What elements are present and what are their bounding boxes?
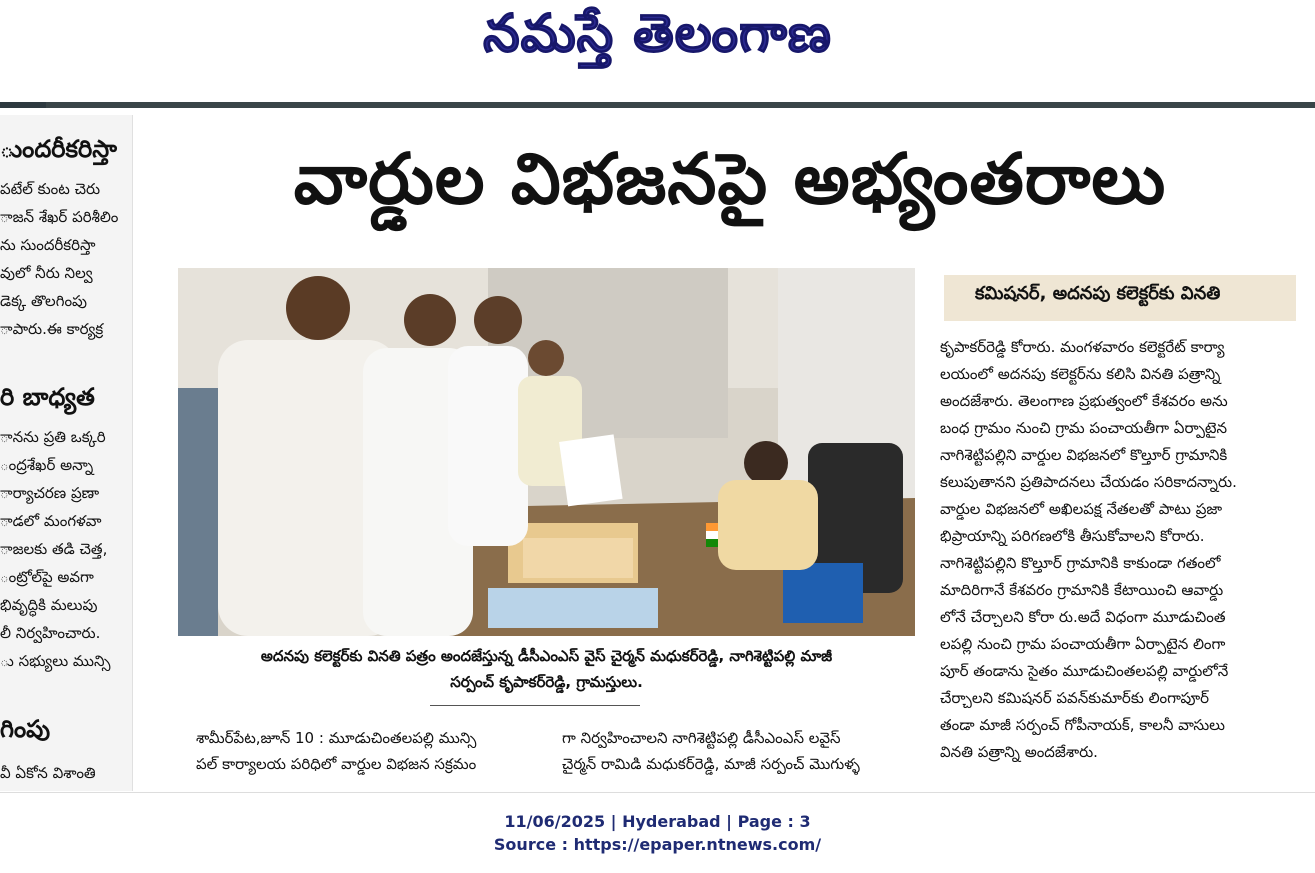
caption-divider — [430, 705, 640, 706]
left-column-line: డెక్క తొలగింపు — [0, 292, 88, 310]
left-column-line: ాడలో మంగళవా — [0, 512, 102, 530]
article-body-line: కలుపుతానని ప్రతిపాదనలు చేయడం సరికాదన్నారు. — [940, 473, 1237, 491]
left-column-line: ానను ప్రతి ఒక్కరి — [0, 428, 106, 446]
subheading: కమిషనర్, అదనపు కలెక్టర్‌కు వినతి — [975, 283, 1221, 304]
left-column-heading: గింపు — [0, 715, 51, 743]
article-body-line: పూర్ తండాను సైతం మూడుచింతలపల్లి వార్డులోనే — [940, 662, 1229, 680]
left-column-line: ంట్రోల్‌పై అవగా — [0, 568, 94, 586]
article-body-line: చైర్మన్ రామిడి మధుకర్‌రెడ్డి, మాజీ సర్పంచ్ మొగుళ్ళ — [562, 755, 860, 773]
article-body-line: లోనే చేర్చాలని కోరా రు.అదే విధంగా మూడుచింత — [940, 608, 1226, 626]
article-body-right-column — [940, 334, 1300, 766]
left-column-heading: ుందరీకరిస్తా — [0, 135, 118, 163]
article-body-line: మాదిరిగానే కేశవరం గ్రామానికి కేటాయించి ఆవార్డు — [940, 581, 1224, 599]
article-body-column-2 — [562, 725, 912, 777]
article-body-line: తండా మాజీ సర్పంచ్ గోపీనాయక్, కాలనీ వాసులు — [940, 716, 1225, 734]
left-column-line: ంద్రశేఖర్ అన్నా — [0, 456, 94, 474]
article-body-line: నాగిశెట్టిపల్లిని వార్డుల విభజనలో కొల్తూర్ గ్రామానికి — [940, 446, 1228, 464]
article-body-line: భిప్రాయాన్ని పరిగణలోకి తీసుకోవాలని కోరారు. — [940, 527, 1205, 545]
news-photo-illustration — [178, 268, 915, 636]
footer — [0, 810, 1315, 856]
left-column-heading: రి బాధ్యత — [0, 383, 95, 411]
photo-caption-line: సర్పంచ్ కృపాకర్‌రెడ్డి, గ్రామస్తులు. — [450, 673, 643, 691]
masthead-divider-accent — [46, 102, 1315, 108]
article-body-line: కృపాకర్‌రెడ్డి కోరారు. మంగళవారం కలెక్టరేట్ కార్యా — [940, 338, 1225, 356]
left-column-line: ాపారు.ఈ కార్యక్ర — [0, 320, 104, 338]
left-column-line: వులో నీరు నిల్వ — [0, 264, 93, 282]
article-body-line: లపల్లి నుంచి గ్రామ పంచాయతీగా ఏర్పాటైన లింగా — [940, 635, 1226, 653]
article-body-line: వినతి పత్రాన్ని అందజేశారు. — [940, 743, 1098, 761]
article-body-line: పల్ కార్యాలయ పరిధిలో వార్డుల విభజన సక్రమం — [196, 755, 477, 773]
newspaper-logo: నమస్తే తెలంగాణ — [483, 4, 832, 64]
article-body-line: శామీర్‌పేట,జూన్ 10 : మూడుచింతలపల్లి మున్సి — [196, 729, 477, 747]
photo-caption — [178, 643, 915, 695]
left-column-line: ను సుందరీకరిస్తా — [0, 236, 96, 254]
photo-caption-line: అదనపు కలెక్టర్‌కు వినతి పత్రం అందజేస్తున్న డీసీఎంఎస్ వైస్ చైర్మన్ మధుకర్‌రెడ్డి, నాగిశెట్టిపల్లి మాజీ — [260, 647, 833, 665]
article-body-line: గా నిర్వహించాలని నాగిశెట్టిపల్లి డీసీఎంఎస్ లవైస్ — [562, 729, 841, 747]
left-column-line: పటేల్ కుంట చెరు — [0, 180, 101, 198]
left-column-line: ాజన్ శేఖర్ పరిశీలిం — [0, 208, 119, 226]
masthead — [0, 0, 1315, 100]
footer-date-edition: 11/06/2025 | Hyderabad | Page : 3 — [504, 812, 811, 831]
news-photo — [178, 268, 915, 636]
article-body-column-1 — [196, 725, 536, 777]
article-body-line: బంధ గ్రామం నుంచి గ్రామ పంచాయతీగా ఏర్పాటైన — [940, 419, 1228, 437]
article-body-line: లయంలో అదనపు కలెక్టర్‌ను కలిసి వినతి పత్రాన్ని — [940, 365, 1221, 383]
article-body-line: అందజేశారు. తెలంగాణ ప్రభుత్వంలో కేశవరం అను — [940, 392, 1228, 410]
footer-source-link[interactable]: Source : https://epaper.ntnews.com/ — [493, 835, 822, 854]
left-column-line: ు సభ్యులు మున్సి — [0, 652, 111, 670]
left-column-line: ాజలకు తడి చెత్త, — [0, 540, 108, 558]
left-column-line: వీ ఏకోన విశాంతి — [0, 764, 96, 782]
left-column-line: భివృద్ధికి మలుపు — [0, 596, 98, 614]
left-column-line: ార్యాచరణ ప్రణా — [0, 484, 100, 502]
article-body-line: నాగిశెట్టిపల్లిని కొల్తూర్ గ్రామానికి కాకుండా గతంలో — [940, 554, 1221, 572]
article-body-line: వార్డుల విభజనలో అఖిలపక్ష నేతలతో పాటు ప్రజా — [940, 500, 1223, 518]
left-column-line: లీ నిర్వహించారు. — [0, 624, 101, 642]
page-bottom-rule — [0, 792, 1315, 793]
article-body-line: చేర్చాలని కమిషనర్ పవన్‌కుమార్‌కు లింగాపూర్ — [940, 689, 1209, 707]
left-adjacent-column — [0, 115, 133, 791]
article-headline: వార్డుల విభజనపై అభ్యంతరాలు — [293, 138, 1167, 220]
